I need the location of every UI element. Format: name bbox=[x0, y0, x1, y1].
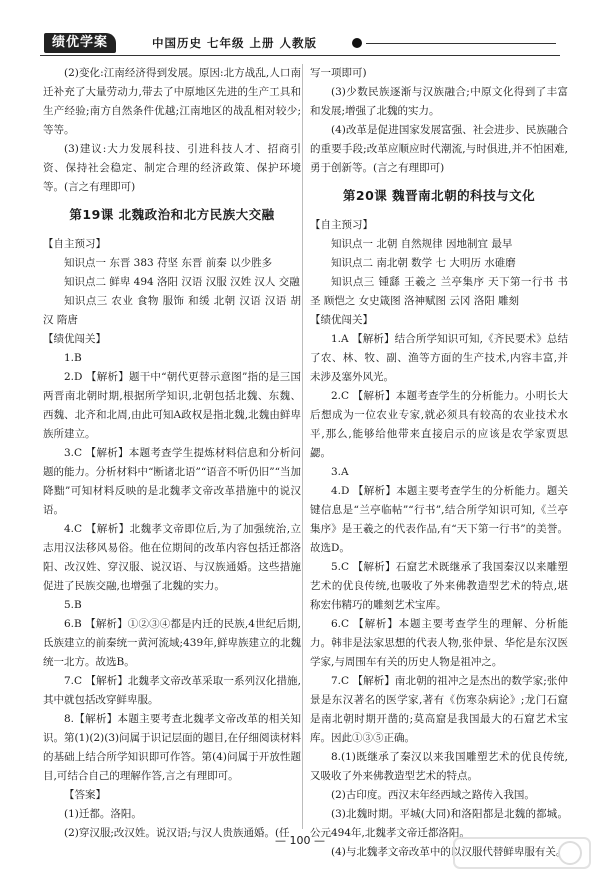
answer-1: 1.B bbox=[64, 352, 82, 364]
answer-3: 3.A bbox=[331, 466, 349, 478]
answer-8-part-1: (1)迁都。洛阳。 bbox=[64, 808, 142, 820]
answer-4: 4.D 【解析】本题主要考查学生的分析能力。题关键信息是“兰亭临帖”“行书”,结合所学知识可知,《兰亭集序》是王羲之的代表作品,有“天下第一行书”的美誉。故选D。 bbox=[310, 485, 568, 554]
section-label-practice: 【绩优闯关】 bbox=[310, 314, 373, 326]
answer-7: 7.C 【解析】南北朝的祖冲之是杰出的数学家;张仲景是东汉著名的医学家,著有《伤寒杂病论》;龙门石窟是南北朝时期开凿的;莫高窟是我国最大的石窟艺术宝库。因此①③⑤正确。 bbox=[310, 675, 568, 744]
answer-3: 3.C 【解析】本题考查学生提炼材料信息和分析问题的能力。分析材料中“断诸北语”“语音不听仍旧”“当加降黜”可知材料反映的是北魏孝文帝改革措施中的说汉语。 bbox=[43, 447, 301, 516]
answer-2: 2.D 【解析】题干中“朝代更替示意图”指的是三国两晋南北朝时期,根据所学知识,北朝包括北魏、东魏、西魏、北齐和北周,由此可知A政权是指北魏,北魏由鲜卑族所建立。 bbox=[43, 371, 301, 440]
book-title: 中国历史 七年级 上册 人教版 bbox=[152, 36, 318, 50]
answer-8-part-4: (4)与北魏孝文帝改革中的以汉服代替鲜卑服有关。 bbox=[331, 846, 567, 858]
running-header bbox=[40, 33, 560, 56]
knowledge-point-3: 知识点三 农业 食物 服饰 和缓 北朝 汉语 汉语 胡 汉 隋唐 bbox=[43, 295, 301, 326]
answer-8: 8.【解析】本题主要考查北魏孝文帝改革的相关知识。第(1)(2)(3)问属于识记层面的题目,在仔细阅读材料的基础上结合所学知识即可作答。第(4)问属于开放性题目,可结合自己的理解作答,言之有理即可。 bbox=[43, 713, 301, 782]
paragraph: (4)改革是促进国家发展富强、社会进步、民族融合的重要手段;改革应顺应时代潮流,与时俱进,并不怕困难,勇于创新等。(言之有理即可) bbox=[310, 124, 568, 174]
knowledge-point-2: 知识点二 南北朝 数学 七 大明历 水碓磨 bbox=[331, 257, 516, 269]
brand-logo: 绩优学案 bbox=[44, 33, 116, 53]
knowledge-point-3: 知识点三 锺繇 王羲之 兰亭集序 天下第一行书 书圣 顾恺之 女史箴图 洛神赋图 云冈 洛阳 雕刻 bbox=[310, 276, 568, 307]
knowledge-point-1: 知识点一 北朝 自然规律 因地制宜 最早 bbox=[331, 238, 513, 250]
answer-key-label: 【答案】 bbox=[64, 789, 106, 801]
answer-6: 6.B 【解析】①②③④都是内迁的民族,4世纪后期,氐族建立的前秦统一黄河流域;439年,鲜卑族建立的北魏统一北方。故选B。 bbox=[43, 618, 301, 668]
lesson-20-title: 第20课 魏晋南北朝的科技与文化 bbox=[342, 188, 536, 203]
answer-5: 5.C 【解析】石窟艺术既继承了我国秦汉以来雕塑艺术的优良传统,也吸收了外来佛教造型艺术的特点,堪称宏伟精巧的雕刻艺术宝库。 bbox=[310, 561, 568, 611]
answer-8-part-1: 8.(1)既继承了秦汉以来我国雕塑艺术的优良传统,又吸收了外来佛教造型艺术的特点。 bbox=[310, 751, 568, 782]
answer-8-part-2: (2)古印度。西汉末年经西域之路传入我国。 bbox=[331, 789, 535, 801]
paragraph: 写一项即可) bbox=[310, 67, 367, 79]
section-label-preview: 【自主预习】 bbox=[43, 238, 106, 250]
right-column bbox=[310, 64, 568, 862]
knowledge-point-2: 知识点二 鲜卑 494 洛阳 汉语 汉服 汉姓 汉人 交融 bbox=[64, 276, 300, 288]
left-column bbox=[43, 64, 301, 843]
section-label-practice: 【绩优闯关】 bbox=[43, 333, 106, 345]
knowledge-point-1: 知识点一 东晋 383 苻坚 东晋 前秦 以少胜多 bbox=[64, 257, 273, 269]
answer-1: 1.A 【解析】结合所学知识可知,《齐民要术》总结了农、林、牧、副、渔等方面的生产技术,内容丰富,并未涉及塞外风光。 bbox=[310, 333, 568, 383]
paragraph: (3)建议:大力发展科技、引进科技人才、招商引资、保持社会稳定、制定合理的经济政策、保护环境等。(言之有理即可) bbox=[43, 143, 301, 193]
header-dot-icon bbox=[352, 38, 362, 48]
answer-2: 2.C 【解析】本题考查学生的分析能力。小明长大后想成为一位农业专家,就必须具有较高的农业技术水平,那么,能够给他带来直接启示的应该是农学家贾思勰。 bbox=[310, 390, 568, 459]
answer-4: 4.C 【解析】北魏孝文帝即位后,为了加强统治,立志用汉法移风易俗。他在位期间的改革内容包括迁都洛阳、改汉姓、穿汉服、说汉语、与汉族通婚。这些措施促进了民族交融,也增强了北魏的实力。 bbox=[43, 523, 301, 592]
answer-6: 6.C 【解析】本题主要考查学生的理解、分析能力。韩非是法家思想的代表人物,张仲景、华佗是东汉医学家,与周围车有关的历史人物是祖冲之。 bbox=[310, 618, 568, 668]
watermark-stamp-icon bbox=[452, 836, 592, 870]
header-rule bbox=[366, 43, 556, 44]
answer-8-part-3: (3)北魏时期。平城(大同)和洛阳都是北魏的都城。公元494年,北魏孝文帝迁都洛阳。 bbox=[310, 808, 568, 839]
answer-8-part-2: (2)穿汉服;改汉姓。说汉语;与汉人贵族通婚。(任 bbox=[64, 827, 290, 839]
section-label-preview: 【自主预习】 bbox=[310, 219, 373, 231]
page-number: — 100 — bbox=[275, 834, 325, 847]
column-divider bbox=[302, 64, 303, 829]
answer-5: 5.B bbox=[64, 599, 82, 611]
paragraph: (3)少数民族逐渐与汉族融合;中原文化得到了丰富和发展;增强了北魏的实力。 bbox=[310, 86, 568, 117]
lesson-19-title: 第19课 北魏政治和北方民族大交融 bbox=[69, 207, 275, 222]
paragraph: (2)变化:江南经济得到发展。原因:北方战乱,人口南迁补充了大量劳动力,带去了中原地区先进的生产工具和生产经验;南方自然条件优越;江南地区的战乱相对较少;等等。 bbox=[43, 67, 301, 136]
answer-7: 7.C 【解析】北魏孝文帝改革采取一系列汉化措施,其中就包括改穿鲜卑服。 bbox=[43, 675, 301, 706]
